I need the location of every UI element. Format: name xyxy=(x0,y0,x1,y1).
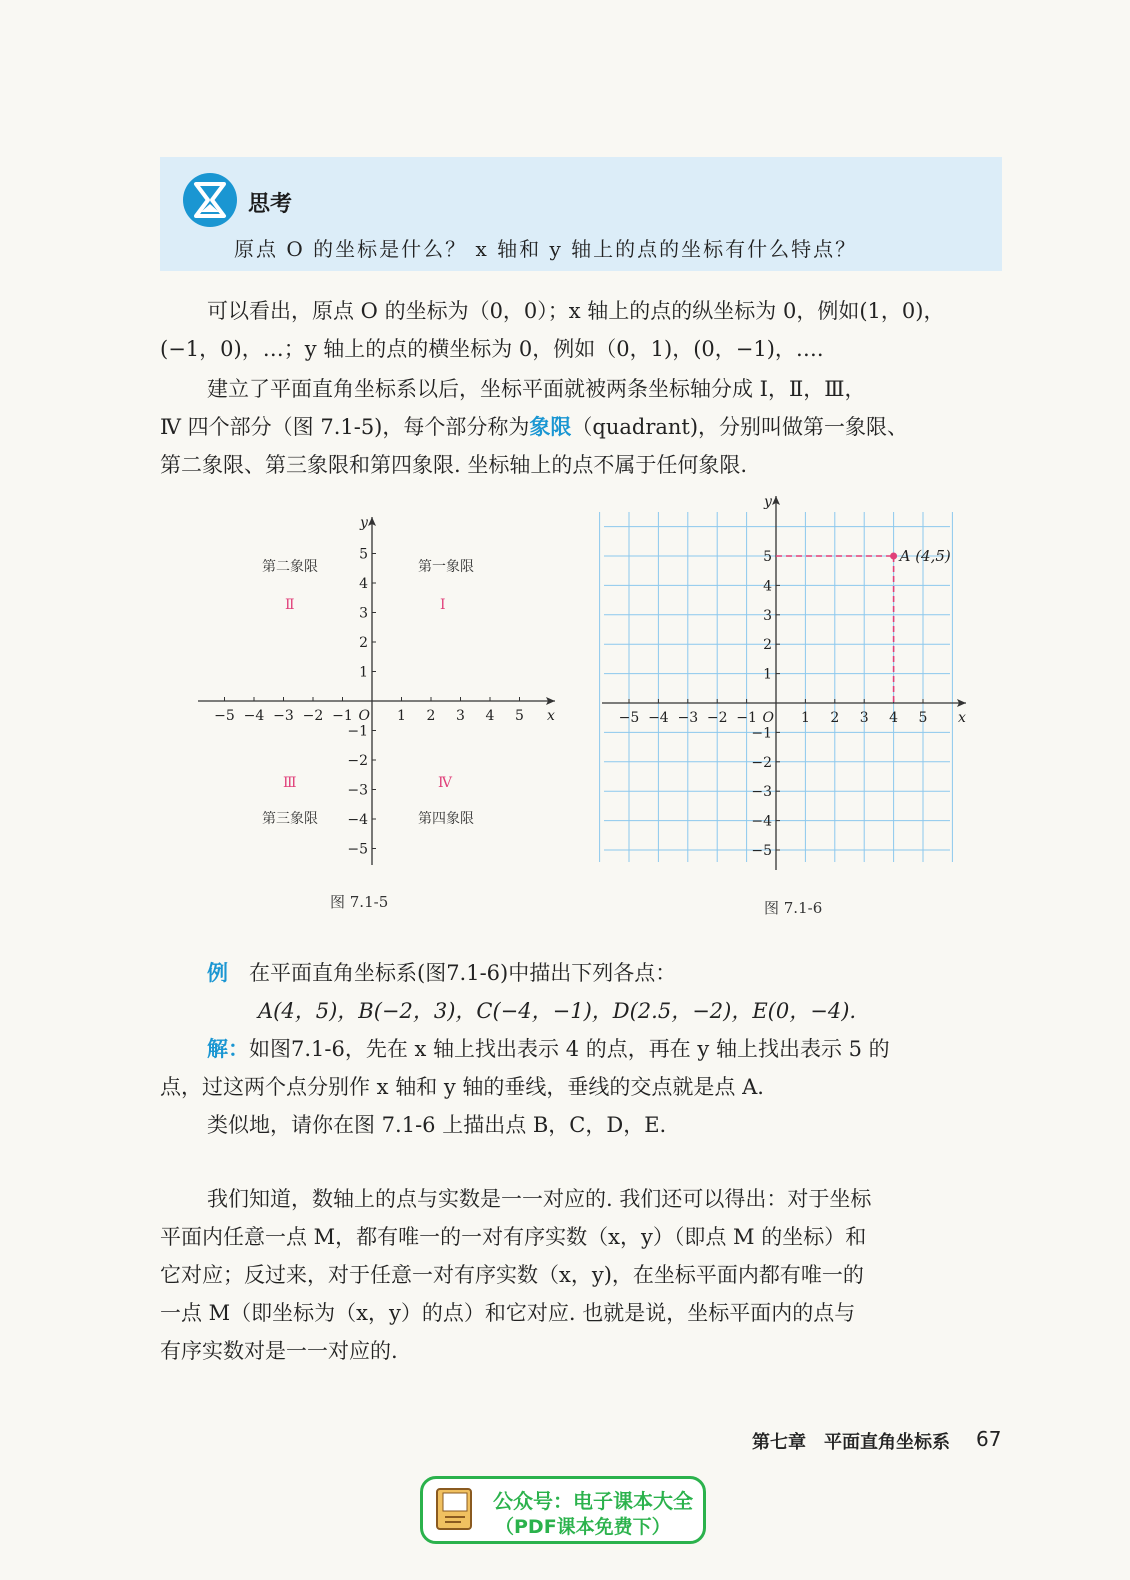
y-tick-label: −2 xyxy=(751,754,772,771)
text-line xyxy=(160,1030,1004,1068)
x-tick-label: −5 xyxy=(214,708,235,724)
term-quadrant: 象限 xyxy=(529,415,572,439)
quadrant-2-numeral: Ⅱ xyxy=(285,597,295,613)
solution-text: 如图7.1-6，先在 x 轴上找出表示 4 的点，再在 y 轴上找出表示 5 的 xyxy=(249,1037,890,1061)
x-tick-label: −1 xyxy=(332,708,353,724)
quadrant-1-label: 第一象限 xyxy=(418,559,474,575)
x-tick-label: −1 xyxy=(736,710,757,726)
y-axis-label: y xyxy=(764,494,772,510)
y-tick-label: 3 xyxy=(359,605,368,622)
x-tick-label: 2 xyxy=(830,710,840,726)
x-tick-label: −2 xyxy=(706,710,728,726)
quadrant-3-numeral: Ⅲ xyxy=(283,775,297,791)
badge-line-2: （PDF课本免费下） xyxy=(495,1516,671,1538)
x-tick-label: 5 xyxy=(918,710,928,726)
example-label: 例 xyxy=(207,961,228,985)
point-a xyxy=(776,553,897,704)
think-title: 思考 xyxy=(248,192,293,217)
y-tick-label: −4 xyxy=(751,813,772,830)
y-tick-label: 5 xyxy=(763,549,772,565)
x-tick-label: 5 xyxy=(515,708,524,724)
text-line: 它对应；反过来，对于任意一对有序实数（x，y)，在坐标平面内都有唯一的 xyxy=(160,1263,864,1287)
axes xyxy=(198,515,555,865)
y-tick-label: −5 xyxy=(751,843,772,859)
page-number: 67 xyxy=(976,1427,1002,1451)
x-tick-label: 3 xyxy=(456,708,465,724)
figure-quadrants xyxy=(190,505,570,875)
x-tick-label: 1 xyxy=(397,708,406,724)
figure-caption: 图 7.1-6 xyxy=(764,899,823,917)
text-line: 第二象限、第三象限和第四象限. 坐标轴上的点不属于任何象限. xyxy=(160,453,748,477)
x-tick-label: −3 xyxy=(273,708,294,724)
text-line: (−1，0)，…；y 轴上的点的横坐标为 0，例如（0，1)，(0，−1)，…. xyxy=(160,337,824,361)
y-tick-label: 1 xyxy=(359,664,368,681)
quadrant-4-numeral: Ⅳ xyxy=(438,775,452,791)
text-line: 类似地，请你在图 7.1-6 上描出点 B，C，D，E. xyxy=(207,1113,667,1137)
example-points: A(4，5)，B(−2，3)，C(−4，−1)，D(2.5，−2)，E(0，−4). xyxy=(258,999,857,1023)
origin-label: O xyxy=(762,710,774,726)
y-tick-label: −1 xyxy=(347,723,368,740)
y-tick-label: −1 xyxy=(751,725,772,742)
point-a-label: A (4,5) xyxy=(899,547,951,565)
x-tick-label: 4 xyxy=(485,708,495,724)
book-icon xyxy=(431,1485,483,1535)
example-block xyxy=(160,954,1004,1144)
y-tick-label: 3 xyxy=(763,607,772,624)
text-fragment: （quadrant)，分别叫做第一象限、 xyxy=(571,415,909,439)
quadrant-2-label: 第二象限 xyxy=(262,559,318,575)
x-tick-label: −4 xyxy=(243,708,265,724)
figure-caption: 图 7.1-5 xyxy=(330,893,389,911)
y-tick-label: −3 xyxy=(751,784,772,801)
think-box xyxy=(160,157,1002,271)
figure-grid-point xyxy=(598,490,978,880)
text-line xyxy=(160,954,1004,992)
paragraph-correspondence xyxy=(160,1180,1004,1370)
y-tick-label: 4 xyxy=(763,578,772,595)
paragraph-origin xyxy=(160,292,1004,368)
solution-label: 解： xyxy=(207,1037,249,1061)
y-tick-label: −3 xyxy=(347,782,368,799)
text-line: 有序实数对是一一对应的. xyxy=(160,1339,398,1363)
quadrant-3-label: 第三象限 xyxy=(262,811,318,827)
y-tick-label: −5 xyxy=(347,841,368,858)
point-a-marker xyxy=(890,553,897,560)
text-line: 建立了平面直角坐标系以后，坐标平面就被两条坐标轴分成 Ⅰ，Ⅱ，Ⅲ， xyxy=(207,377,866,401)
x-tick-label: −2 xyxy=(302,708,324,724)
x-tick-label: 3 xyxy=(859,710,869,726)
y-tick-label: 4 xyxy=(359,576,368,592)
text-line: 平面内任意一点 M，都有唯一的一对有序实数（x，y）（即点 M 的坐标）和 xyxy=(160,1225,867,1249)
y-tick-label: −4 xyxy=(347,812,368,828)
text-line xyxy=(160,408,1004,446)
x-tick-label: 2 xyxy=(426,708,436,724)
text-line: 点，过这两个点分别作 x 轴和 y 轴的垂线，垂线的交点就是点 A. xyxy=(160,1075,764,1099)
think-question: 原点 O 的坐标是什么？ x 轴和 y 轴上的点的坐标有什么特点？ xyxy=(234,237,858,261)
y-tick-label: 2 xyxy=(763,637,772,654)
paragraph-quadrants xyxy=(160,370,1004,484)
text-line: 我们知道，数轴上的点与实数是一一对应的. 我们还可以得出：对于坐标 xyxy=(207,1187,872,1211)
x-tick-label: 4 xyxy=(889,710,899,726)
quadrant-1-numeral: Ⅰ xyxy=(440,597,446,613)
y-tick-label: 2 xyxy=(359,635,368,651)
hourglass-icon xyxy=(182,172,238,228)
text-fragment: Ⅳ 四个部分（图 7.1-5)，每个部分称为 xyxy=(160,415,530,439)
x-tick-label: −4 xyxy=(648,710,669,726)
y-tick-label: −2 xyxy=(347,753,368,769)
y-tick-label: 5 xyxy=(359,546,368,563)
example-text: 在平面直角坐标系(图7.1-6)中描出下列各点： xyxy=(249,961,677,985)
badge-line-1: 公众号：电子课本大全 xyxy=(493,1489,693,1513)
x-axis-label: x xyxy=(958,710,966,726)
promo-badge xyxy=(420,1476,706,1544)
quadrant-4-label: 第四象限 xyxy=(418,811,474,827)
x-tick-label: −5 xyxy=(618,710,640,726)
x-tick-label: 1 xyxy=(800,710,810,726)
y-tick-label: 1 xyxy=(763,666,772,683)
y-axis-label: y xyxy=(360,515,368,531)
text-line: 一点 M（即坐标为（x，y）的点）和它对应. 也就是说，坐标平面内的点与 xyxy=(160,1301,856,1325)
x-tick-label: −3 xyxy=(677,710,699,726)
x-axis-label: x xyxy=(547,708,555,724)
origin-label: O xyxy=(358,708,370,724)
text-line: 可以看出，原点 O 的坐标为（0，0）；x 轴上的点的纵坐标为 0，例如(1，0)， xyxy=(207,299,945,323)
chapter-title: 第七章 平面直角坐标系 xyxy=(752,1432,950,1453)
